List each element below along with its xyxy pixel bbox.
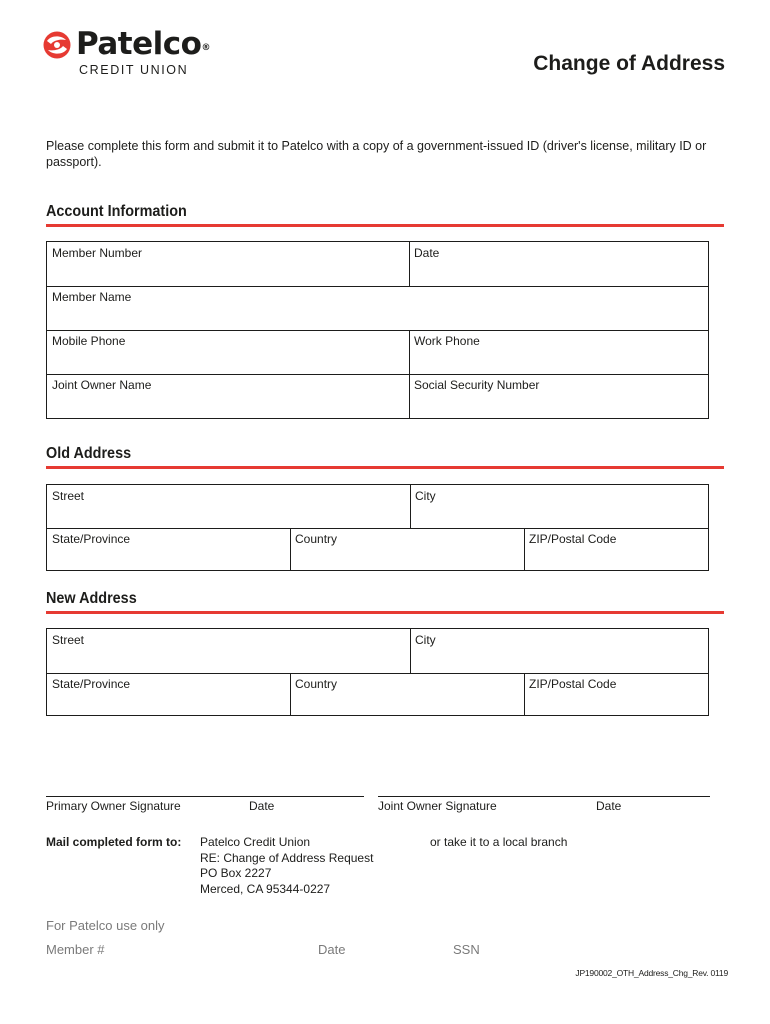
new-country-field[interactable]: Country: [295, 677, 338, 691]
ssn-field[interactable]: Social Security Number: [414, 378, 540, 392]
office-ssn-label: SSN: [453, 942, 480, 957]
old-address-heading: Old Address: [46, 445, 132, 462]
work-phone-field[interactable]: Work Phone: [414, 334, 480, 348]
mail-address: [200, 835, 373, 897]
page-title: Change of Address: [533, 52, 725, 75]
old-state-field[interactable]: State/Province: [52, 532, 131, 546]
mobile-phone-field[interactable]: Mobile Phone: [52, 334, 126, 348]
new-address-grid: [46, 628, 709, 716]
date-field[interactable]: Date: [414, 246, 440, 260]
joint-signature-label: Joint Owner Signature: [378, 799, 497, 813]
old-zip-field[interactable]: ZIP/Postal Code: [529, 532, 617, 546]
new-city-field[interactable]: City: [415, 633, 436, 647]
form-revision-code: JP190002_OTH_Address_Chg_Rev. 0119: [575, 968, 728, 978]
mail-address-line: PO Box 2227: [200, 866, 272, 880]
member-name-field[interactable]: Member Name: [52, 290, 132, 304]
mail-address-line: RE: Change of Address Request: [200, 850, 374, 865]
logo-subtitle: CREDIT UNION: [79, 63, 189, 77]
joint-date-label: Date: [596, 799, 622, 813]
patelco-swirl-icon: [42, 30, 72, 60]
account-information-grid: [46, 241, 709, 419]
section-divider: [46, 611, 724, 614]
primary-date-label: Date: [249, 799, 275, 813]
old-country-field[interactable]: Country: [295, 532, 338, 546]
primary-signature-line[interactable]: [46, 796, 364, 797]
new-state-field[interactable]: State/Province: [52, 677, 131, 691]
account-information-heading: Account Information: [46, 203, 187, 220]
patelco-logo: [42, 26, 212, 78]
new-zip-field[interactable]: ZIP/Postal Code: [529, 677, 617, 691]
logo-wordmark: Patelco®: [76, 26, 210, 62]
primary-signature-label: Primary Owner Signature: [46, 799, 181, 813]
office-use-heading: For Patelco use only: [46, 918, 165, 933]
intro-text: Please complete this form and submit it to Patelco with a copy of a government-issued ID (driver's license, military ID or passport).: [46, 139, 707, 169]
branch-alternative: or take it to a local branch: [430, 835, 568, 849]
mail-address-line: Patelco Credit Union: [200, 835, 311, 849]
new-address-heading: New Address: [46, 590, 137, 607]
member-number-field[interactable]: Member Number: [52, 246, 143, 260]
joint-owner-name-field[interactable]: Joint Owner Name: [52, 378, 152, 392]
joint-signature-line[interactable]: [378, 796, 710, 797]
old-address-grid: [46, 484, 709, 571]
old-street-field[interactable]: Street: [52, 489, 85, 503]
section-divider: [46, 466, 724, 469]
old-city-field[interactable]: City: [415, 489, 436, 503]
office-date-label: Date: [318, 942, 346, 957]
new-street-field[interactable]: Street: [52, 633, 85, 647]
section-divider: [46, 224, 724, 227]
office-member-label: Member #: [46, 942, 105, 957]
mail-label: Mail completed form to:: [46, 835, 182, 849]
mail-address-line: Merced, CA 95344-0227: [200, 881, 331, 896]
